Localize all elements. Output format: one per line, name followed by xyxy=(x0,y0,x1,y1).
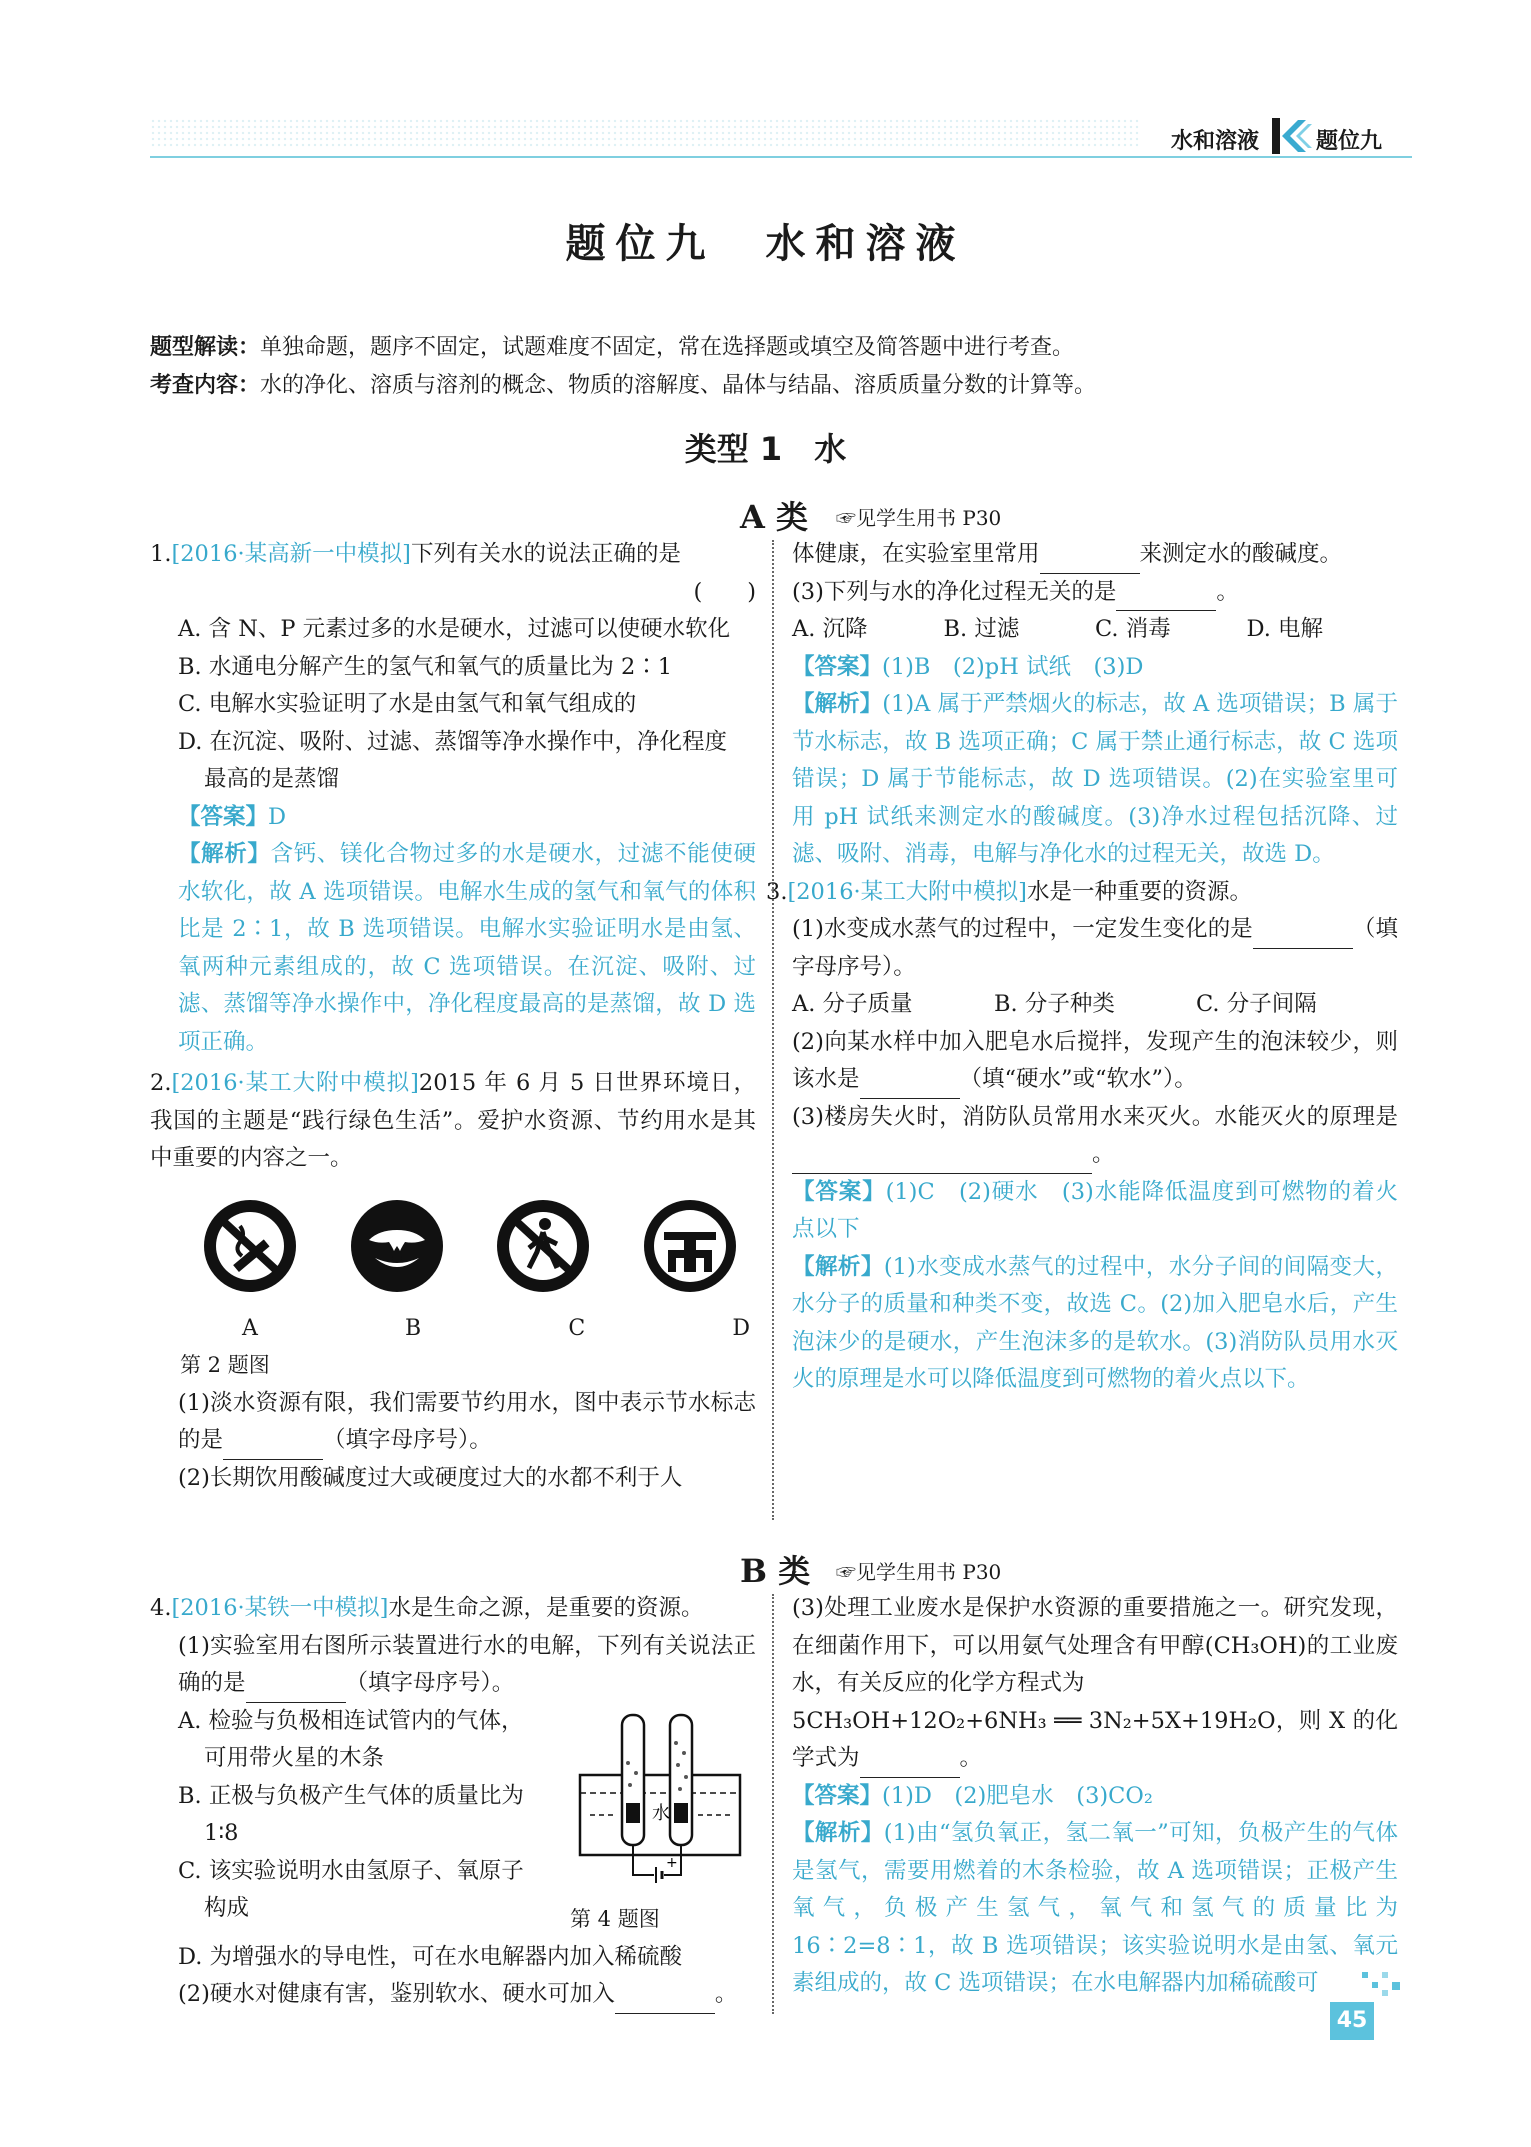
q2-option-c: C. 消毒 xyxy=(1095,616,1171,642)
q4-source: [2016·某铁一中模拟] xyxy=(171,1595,389,1621)
column-right-b xyxy=(792,1590,1398,2003)
q4-option-a-cont: 可用带火星的木条 xyxy=(204,1745,385,1771)
electrolysis-apparatus-icon xyxy=(570,1703,750,1893)
q3-option-a: A. 分子质量 xyxy=(792,991,913,1017)
q2-figure-label-d: D xyxy=(732,1315,750,1341)
class-a-title: A 类 xyxy=(740,498,808,536)
q4-part1 xyxy=(150,1628,756,1703)
q4-explanation-tag: 【解析】 xyxy=(792,1820,884,1846)
class-b-ref-text: 见学生用书 P30 xyxy=(856,1560,1002,1584)
q1-text: 下列有关水的说法正确的是 xyxy=(410,541,681,567)
intro-text-content: 水的净化、溶质与溶剂的概念、物质的溶解度、晶体与结晶、溶质质量分数的计算等。 xyxy=(260,373,1097,398)
q3-part2-text: (2)向某水样中加入肥皂水后搅拌，发现产生的泡沫较少，则该水是 xyxy=(792,1028,1398,1092)
intro-label-analysis: 题型解读： xyxy=(150,335,261,360)
q3-explanation-tag: 【解析】 xyxy=(792,1253,884,1280)
q3-part2-suffix: （填“硬水”或“软水”）。 xyxy=(959,1066,1197,1092)
q1-answer xyxy=(150,799,756,837)
q3-answer-value: (1)C (2)硬水 (3)水能降低温度到可燃物的着火点以下 xyxy=(792,1178,1398,1242)
intro-text-analysis: 单独命题，题序不固定，试题难度不固定，常在选择题或填空及简答题中进行考查。 xyxy=(260,335,1075,360)
q1-answer-value: D xyxy=(268,803,287,830)
q2-explanation xyxy=(792,686,1398,874)
q4-part2-blank[interactable] xyxy=(615,1988,715,2014)
q2-text: 2015 年 6 月 5 日世界环境日，我国的主题是“践行绿色生活”。爱护水资源、节约用水是其中重要的内容之一。 xyxy=(150,1070,756,1171)
q4-part1-suffix: （填字母序号）。 xyxy=(345,1670,515,1696)
page-corner-decoration xyxy=(1350,1970,1410,2000)
q4-options-with-figure xyxy=(150,1703,756,1939)
q2-part3-blank[interactable] xyxy=(1116,585,1216,611)
q1-explanation xyxy=(150,836,756,1061)
q4-number: 4. xyxy=(150,1595,172,1621)
intro-label-content: 考查内容： xyxy=(150,373,261,398)
q2-figure-label-b: B xyxy=(405,1315,422,1341)
q4-figure-water-label: 水 xyxy=(652,1802,670,1824)
header-unit-name: 题位九 xyxy=(1316,129,1383,154)
q2-option-a: A. 沉降 xyxy=(792,616,868,642)
q4-answer-tag: 【答案】 xyxy=(792,1782,883,1809)
page-number: 45 xyxy=(1330,2002,1374,2040)
q2-part2-blank[interactable] xyxy=(1040,548,1140,574)
q4-part3 xyxy=(792,1590,1398,1703)
q2-source: [2016·某工大附中模拟] xyxy=(171,1070,419,1096)
q1-option-b: B. 水通电分解产生的氢气和氧气的质量比为 2∶1 xyxy=(178,653,673,680)
type-title: 类型 1 水 xyxy=(684,430,847,468)
svg-text:+: + xyxy=(666,1854,678,1871)
q4-part1-blank[interactable] xyxy=(246,1677,346,1703)
q2-explanation-text: (1)A 属于严禁烟火的标志，故 A 选项错误；B 属于节水标志，故 B 选项正确；C 属于禁止通行标志，故 C 选项错误；D 属于节能标志，故 D 选项错误。(2)在实验室里可用 pH 试纸来测定水的酸碱度。(3)净水过程包括沉降、过滤、吸附、消毒，电解与净化水的过程无关，故选 D。 xyxy=(792,691,1398,867)
q3-part1-options xyxy=(792,986,1398,1024)
column-divider-a xyxy=(772,540,774,1520)
q2-part3-text: (3)下列与水的净化过程无关的是 xyxy=(792,578,1117,605)
q3-part3 xyxy=(792,1099,1398,1174)
q2-figure-labels xyxy=(150,1296,750,1348)
class-a-ref-text: 见学生用书 P30 xyxy=(856,506,1002,530)
q4-options-left xyxy=(150,1703,570,1939)
pointing-hand-icon: ☞ xyxy=(836,506,856,530)
q4-stem xyxy=(150,1590,756,1628)
q1-answer-paren: ( ) xyxy=(693,578,756,605)
header-decoration xyxy=(150,118,1140,148)
q2-part1-blank[interactable] xyxy=(223,1434,323,1460)
class-a-ref xyxy=(836,502,1001,531)
q3-answer xyxy=(792,1174,1398,1249)
q2-figure-label-a: A xyxy=(242,1315,258,1341)
q2-answer-value: (1)B (2)pH 试纸 (3)D xyxy=(882,653,1144,680)
q4-part3-equation xyxy=(792,1703,1398,1778)
q1-stem xyxy=(150,536,756,574)
q2-figure-label-c: C xyxy=(568,1315,586,1341)
q3-part1-text: (1)水变成水蒸气的过程中，一定发生变化的是 xyxy=(792,916,1253,942)
q2-part2-suffix: 来测定水的酸碱度。 xyxy=(1139,541,1343,567)
intro-line-content xyxy=(150,368,1410,404)
q4-option-a: A. 检验与负极相连试管内的气体， xyxy=(178,1707,524,1734)
q1-number: 1. xyxy=(150,541,172,567)
q3-explanation-text: (1)水变成水蒸气的过程中，水分子间的间隔变大，水分子的质量和种类不变，故选 C。(2)加入肥皂水后，产生泡沫少的是硬水，产生泡沫多的是软水。(3)消防队员用水灭火的原理是水可以降低温度到可燃物的着火点以下。 xyxy=(792,1253,1398,1392)
q3-text: 水是一种重要的资源。 xyxy=(1026,878,1252,905)
q2-part3-suffix: 。 xyxy=(1216,578,1239,605)
q2-part3 xyxy=(792,574,1398,612)
q2-answer xyxy=(792,649,1398,687)
column-left-a xyxy=(150,536,756,1497)
q3-part3-blank[interactable] xyxy=(792,1148,1092,1174)
q3-part1 xyxy=(792,911,1398,986)
no-walking-sign-icon xyxy=(493,1196,593,1296)
q1-answer-tag: 【答案】 xyxy=(178,803,269,830)
q3-part1-suffix: （填字母序号）。 xyxy=(792,916,1398,980)
q1-explanation-text: 含钙、镁化合物过多的水是硬水，过滤不能使硬水软化，故 A 选项错误。电解水生成的氢气和氧气的体积比是 2∶1，故 B 选项错误。电解水实验证明水是由氢、氧两种元素组成的，故 C 选项错误。在沉淀、吸附、过滤、蒸馏等净水操作中，净化程度最高的是蒸馏，故 D 选项正确。 xyxy=(178,841,756,1055)
q2-option-d: D. 电解 xyxy=(1246,616,1324,642)
column-divider-b xyxy=(772,1594,774,2014)
intro-line-analysis xyxy=(150,330,1410,366)
q2-part2-cont xyxy=(792,536,1398,574)
column-left-b xyxy=(150,1590,756,2014)
q3-source: [2016·某工大附中模拟] xyxy=(787,878,1027,905)
q4-answer xyxy=(792,1778,1398,1816)
q4-option-d: D. 为增强水的导电性，可在水电解器内加入稀硫酸 xyxy=(178,1943,683,1970)
q2-figure-caption: 第 2 题图 xyxy=(180,1353,270,1377)
q1-source: [2016·某高新一中模拟] xyxy=(171,541,411,567)
q3-part2-blank[interactable] xyxy=(860,1073,960,1099)
page-title: 题位九 水和溶液 xyxy=(565,220,966,267)
class-b-title: B 类 xyxy=(740,1552,811,1590)
q1-option-d-cont: 最高的是蒸馏 xyxy=(204,766,340,792)
q4-part3-question: ，则 X 的化学式为 xyxy=(792,1707,1398,1771)
q4-text: 水是生命之源，是重要的资源。 xyxy=(388,1595,704,1621)
q4-part3-suffix: 。 xyxy=(959,1745,983,1771)
q2-answer-tag: 【答案】 xyxy=(792,653,883,680)
q3-option-c: C. 分子间隔 xyxy=(1196,991,1317,1017)
q1-option-c: C. 电解水实验证明了水是由氢气和氧气组成的 xyxy=(178,691,637,717)
q2-part1-suffix: （填字母序号）。 xyxy=(323,1427,492,1453)
q3-explanation xyxy=(792,1249,1398,1399)
q2-explanation-tag: 【解析】 xyxy=(792,691,883,717)
q3-part3-suffix: 。 xyxy=(1092,1141,1115,1167)
pointing-hand-icon: ☞ xyxy=(836,1560,856,1584)
q4-answer-value: (1)D (2)肥皂水 (3)CO₂ xyxy=(882,1782,1153,1809)
q4-part1-text: (1)实验室用右图所示装置进行水的电解，下列有关说法正确的是 xyxy=(178,1632,756,1696)
q1-explanation-tag: 【解析】 xyxy=(178,841,271,867)
q2-figure xyxy=(150,1178,740,1296)
header-section-name: 水和溶液 xyxy=(1170,129,1259,154)
q4-part2-text: (2)硬水对健康有害，鉴别软水、硬水可加入 xyxy=(178,1981,615,2007)
class-b-ref xyxy=(836,1556,1001,1585)
q3-answer-tag: 【答案】 xyxy=(792,1178,886,1205)
q2-part1-text: (1)淡水资源有限，我们需要节约用水，图中表示节水标志的是 xyxy=(178,1389,756,1453)
q2-option-b: B. 过滤 xyxy=(943,616,1020,642)
q4-explanation-text: (1)由“氢负氧正，氢二氧一”可知，负极产生的气体是氢气，需要用燃着的木条检验，故 A 选项错误；正极产生氧气，负极产生氢气，氧气和氢气的质量比为 16∶2=8∶1，故 B 选项错误；该实验说明水是由氢、氧元素组成的，故 C 选项错误；在水电解器内加稀硫酸可 xyxy=(792,1820,1398,1996)
q4-option-b-cont: 1∶8 xyxy=(204,1820,239,1846)
q3-option-b: B. 分子种类 xyxy=(994,991,1115,1017)
column-right-a xyxy=(766,536,1398,1399)
q4-option-c-cont: 构成 xyxy=(204,1895,250,1921)
q4-option-b: B. 正极与负极产生气体的质量比为 xyxy=(178,1782,524,1809)
q3-part2 xyxy=(792,1024,1398,1099)
q4-figure xyxy=(570,1703,756,1939)
q4-part2 xyxy=(150,1976,756,2014)
no-smoking-sign-icon xyxy=(200,1196,300,1296)
q2-part2-text: 体健康，在实验室里常用 xyxy=(792,541,1040,567)
q1-option-a: A. 含 N、P 元素过多的水是硬水，过滤可以使硬水软化 xyxy=(178,616,731,642)
q4-part3-text: (3)处理工业废水是保护水资源的重要措施之一。研究发现，在细菌作用下，可以用氨气处理含有甲醇(CH₃OH)的工业废水，有关反应的化学方程式为 xyxy=(792,1595,1398,1696)
q4-equation: 5CH₃OH+12O₂+6NH₃ ══ 3N₂+5X+19H₂O xyxy=(792,1707,1276,1734)
water-saving-sign-icon xyxy=(347,1196,447,1296)
q2-number: 2. xyxy=(150,1070,172,1096)
q3-number: 3. xyxy=(766,878,788,905)
energy-saving-sign-icon xyxy=(640,1196,740,1296)
q4-option-c: C. 该实验说明水由氢原子、氧原子 xyxy=(178,1857,524,1884)
q4-part2-suffix: 。 xyxy=(714,1981,738,2007)
q2-part1 xyxy=(150,1385,756,1460)
q4-figure-caption: 第 4 题图 xyxy=(570,1907,660,1931)
q3-part1-blank[interactable] xyxy=(1253,923,1353,949)
q4-explanation xyxy=(792,1815,1398,2003)
q3-stem xyxy=(766,874,1398,912)
q2-stem xyxy=(150,1065,756,1178)
q2-part2: (2)长期饮用酸碱度过大或硬度过大的水都不利于人 xyxy=(178,1464,683,1491)
q4-part3-blank[interactable] xyxy=(860,1752,960,1778)
chevron-logo-icon xyxy=(1272,118,1312,154)
header-rule xyxy=(150,156,1412,158)
q2-part3-options xyxy=(792,611,1398,649)
q1-option-d: D. 在沉淀、吸附、过滤、蒸馏等净水操作中，净化程度 xyxy=(178,728,728,755)
q3-part3-text: (3)楼房失火时，消防队员常用水来灭火。水能灭火的原理是 xyxy=(792,1103,1398,1130)
